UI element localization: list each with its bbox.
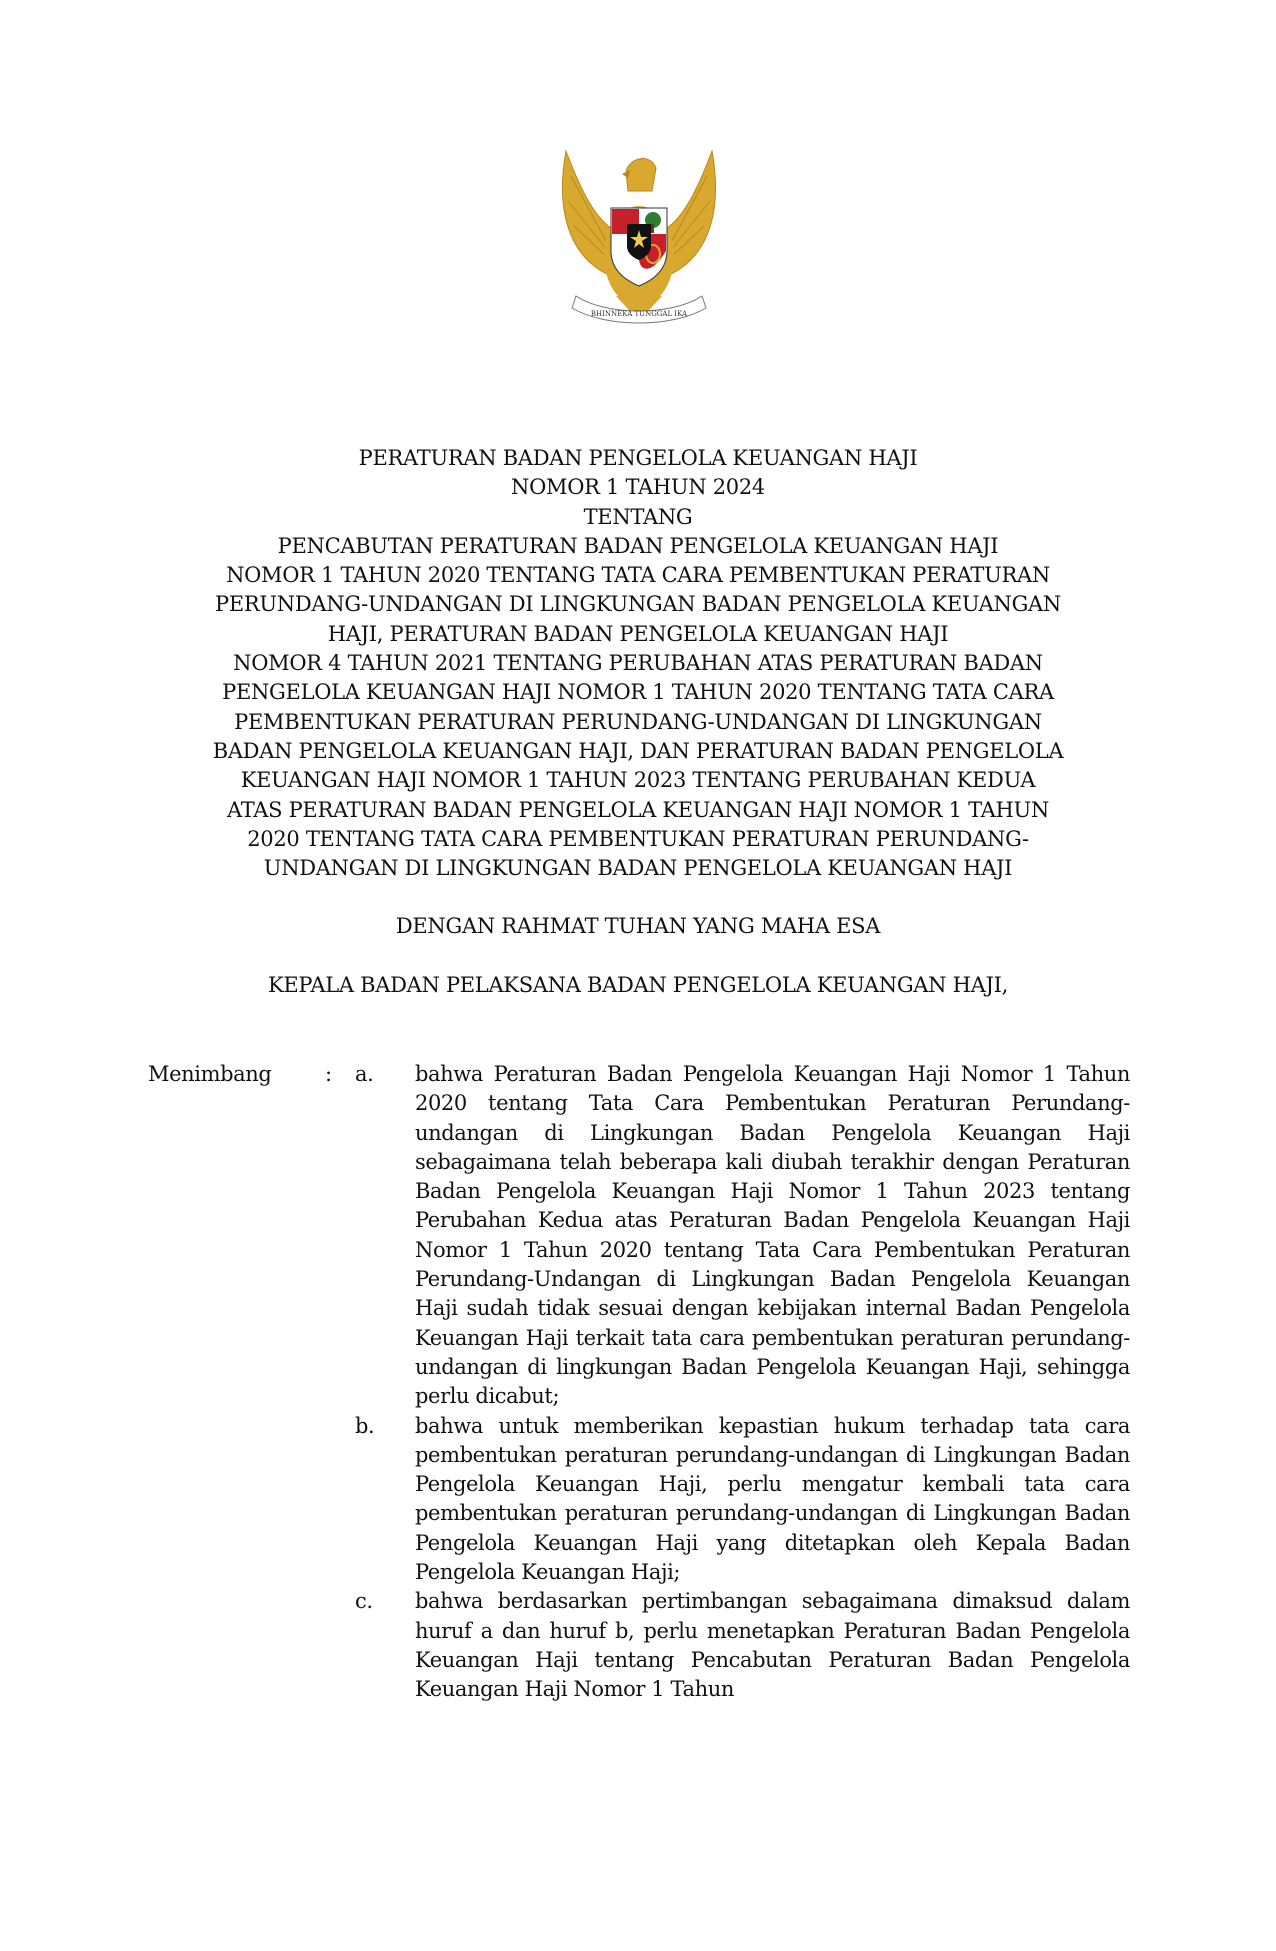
considering-item [148, 1412, 1130, 1588]
considering-label: Menimbang [148, 1062, 272, 1086]
considering-item [148, 1587, 1130, 1704]
considering-section [148, 1060, 1130, 1705]
item-letter: c. [355, 1589, 373, 1614]
invocation: DENGAN RAHMAT TUHAN YANG MAHA ESA [395, 914, 881, 938]
item-text: bahwa Peraturan Badan Pengelola Keuangan Haji Nomor 1 Tahun 2020 tentang Tata Cara Pembentukan Peraturan Perundang-undangan di Lingkungan Badan Pengelola Keuangan Haji sebagaimana telah beberapa kali diubah terakhir dengan Peraturan Badan Pengelola Keuangan Haji Nomor 1 Tahun 2023 tentang Perubahan Kedua atas Peraturan Badan Pengelola Keuangan Haji Nomor 1 Tahun 2020 tentang Tata Cara Pembentukan Peraturan Perundang-Undangan di Lingkungan Badan Pengelola Keuangan Haji sudah tidak sesuai dengan kebijakan internal Badan Pengelola Keuangan Haji terkait tata cara pembentukan peraturan perundang-undangan di lingkungan Badan Pengelola Keuangan Haji, sehingga perlu dicabut; [415, 1062, 1130, 1409]
considering-colon: : [325, 1062, 332, 1086]
item-text: bahwa berdasarkan pertimbangan sebagaimana dimaksud dalam huruf a dan huruf b, perlu menetapkan Peraturan Badan Pengelola Keuangan Haji tentang Pencabutan Peraturan Badan Pengelola Keuangan Haji Nomor 1 Tahun [415, 1589, 1130, 1702]
title-line: ATAS PERATURAN BADAN PENGELOLA KEUANGAN HAJI NOMOR 1 TAHUN [227, 797, 1049, 822]
item-text: bahwa untuk memberikan kepastian hukum terhadap tata cara pembentukan peraturan perundang-undangan di Lingkungan Badan Pengelola Keuangan Haji, perlu mengatur kembali tata cara pembentukan peraturan perundang-undangan di Lingkungan Badan Pengelola Keuangan Haji yang ditetapkan oleh Kepala Badan Pengelola Keuangan Haji; [415, 1413, 1130, 1585]
title-line: BADAN PENGELOLA KEUANGAN HAJI, DAN PERATURAN BADAN PENGELOLA [212, 738, 1064, 763]
title-line: TENTANG [583, 504, 693, 529]
title-line: NOMOR 1 TAHUN 2024 [511, 475, 765, 500]
title-line: PEMBENTUKAN PERATURAN PERUNDANG-UNDANGAN DI LINGKUNGAN [234, 709, 1042, 734]
item-letter: b. [355, 1413, 375, 1438]
title-line: NOMOR 1 TAHUN 2020 TENTANG TATA CARA PEMBENTUKAN PERATURAN [226, 563, 1050, 588]
title-line: PERATURAN BADAN PENGELOLA KEUANGAN HAJI [358, 446, 918, 470]
regulation-title [100, 444, 1176, 883]
issuer: KEPALA BADAN PELAKSANA BADAN PENGELOLA KEUANGAN HAJI, [268, 973, 1008, 997]
title-line: NOMOR 4 TAHUN 2021 TENTANG PERUBAHAN ATAS PERATURAN BADAN [233, 651, 1043, 676]
title-line: KEUANGAN HAJI NOMOR 1 TAHUN 2023 TENTANG PERUBAHAN KEDUA [240, 768, 1036, 793]
garuda-pancasila-emblem [556, 146, 722, 326]
title-line: PENGELOLA KEUANGAN HAJI NOMOR 1 TAHUN 2020 TENTANG TATA CARA [222, 680, 1054, 705]
title-line: PERUNDANG-UNDANGAN DI LINGKUNGAN BADAN PENGELOLA KEUANGAN [215, 592, 1061, 617]
considering-item [148, 1060, 1130, 1412]
title-line: HAJI, PERATURAN BADAN PENGELOLA KEUANGAN HAJI [327, 621, 949, 646]
title-line: PENCABUTAN PERATURAN BADAN PENGELOLA KEUANGAN HAJI [277, 533, 999, 558]
title-line: 2020 TENTANG TATA CARA PEMBENTUKAN PERATURAN PERUNDANG- [247, 826, 1029, 851]
item-letter: a. [355, 1062, 374, 1086]
title-line: UNDANGAN DI LINGKUNGAN BADAN PENGELOLA KEUANGAN HAJI [263, 856, 1013, 881]
svg-text:BHINNEKA TUNGGAL IKA: BHINNEKA TUNGGAL IKA [590, 310, 688, 318]
